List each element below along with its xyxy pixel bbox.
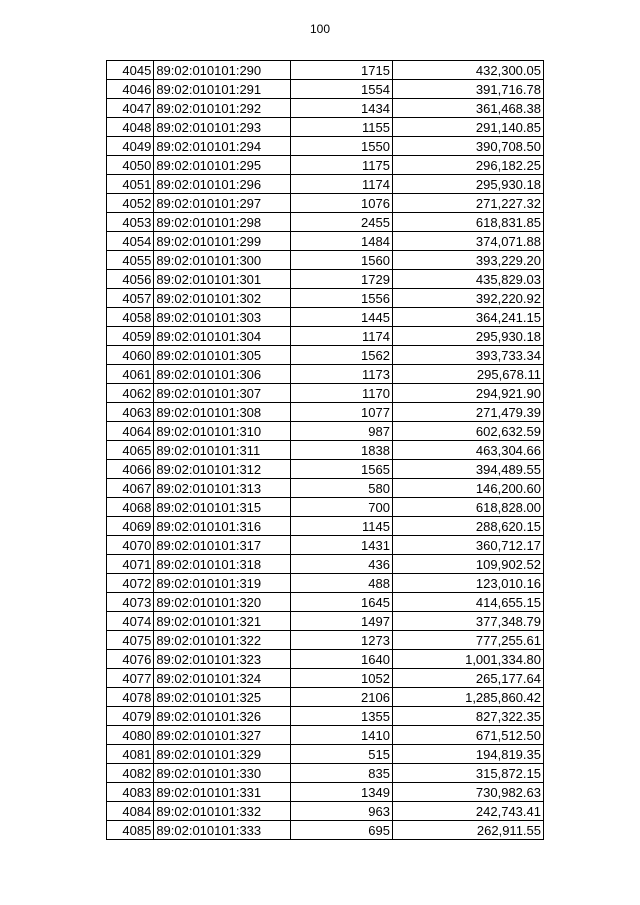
cadastral-number-cell: 89:02:010101:329 bbox=[154, 745, 291, 764]
value-cell: 271,479.39 bbox=[392, 403, 543, 422]
cadastral-number-cell: 89:02:010101:318 bbox=[154, 555, 291, 574]
area-cell: 1729 bbox=[291, 270, 393, 289]
cadastral-number-cell: 89:02:010101:322 bbox=[154, 631, 291, 650]
area-cell: 1645 bbox=[291, 593, 393, 612]
value-cell: 602,632.59 bbox=[392, 422, 543, 441]
row-number-cell: 4077 bbox=[107, 669, 154, 688]
row-number-cell: 4052 bbox=[107, 194, 154, 213]
area-cell: 1173 bbox=[291, 365, 393, 384]
value-cell: 364,241.15 bbox=[392, 308, 543, 327]
row-number-cell: 4082 bbox=[107, 764, 154, 783]
area-cell: 963 bbox=[291, 802, 393, 821]
area-cell: 1565 bbox=[291, 460, 393, 479]
value-cell: 432,300.05 bbox=[392, 61, 543, 80]
table-row bbox=[107, 99, 544, 118]
table-row bbox=[107, 61, 544, 80]
row-number-cell: 4046 bbox=[107, 80, 154, 99]
cadastral-number-cell: 89:02:010101:333 bbox=[154, 821, 291, 840]
table-row bbox=[107, 536, 544, 555]
cadastral-number-cell: 89:02:010101:305 bbox=[154, 346, 291, 365]
table-row bbox=[107, 403, 544, 422]
area-cell: 1355 bbox=[291, 707, 393, 726]
value-cell: 109,902.52 bbox=[392, 555, 543, 574]
cadastral-number-cell: 89:02:010101:330 bbox=[154, 764, 291, 783]
area-cell: 1076 bbox=[291, 194, 393, 213]
row-number-cell: 4066 bbox=[107, 460, 154, 479]
table-row bbox=[107, 650, 544, 669]
row-number-cell: 4053 bbox=[107, 213, 154, 232]
area-cell: 1640 bbox=[291, 650, 393, 669]
area-cell: 488 bbox=[291, 574, 393, 593]
row-number-cell: 4065 bbox=[107, 441, 154, 460]
row-number-cell: 4069 bbox=[107, 517, 154, 536]
row-number-cell: 4084 bbox=[107, 802, 154, 821]
value-cell: 393,229.20 bbox=[392, 251, 543, 270]
row-number-cell: 4056 bbox=[107, 270, 154, 289]
cadastral-number-cell: 89:02:010101:323 bbox=[154, 650, 291, 669]
value-cell: 242,743.41 bbox=[392, 802, 543, 821]
area-cell: 580 bbox=[291, 479, 393, 498]
row-number-cell: 4083 bbox=[107, 783, 154, 802]
value-cell: 315,872.15 bbox=[392, 764, 543, 783]
cadastral-number-cell: 89:02:010101:298 bbox=[154, 213, 291, 232]
table-row bbox=[107, 251, 544, 270]
table-row bbox=[107, 726, 544, 745]
value-cell: 295,678.11 bbox=[392, 365, 543, 384]
row-number-cell: 4049 bbox=[107, 137, 154, 156]
table-row bbox=[107, 612, 544, 631]
table-row bbox=[107, 289, 544, 308]
value-cell: 392,220.92 bbox=[392, 289, 543, 308]
row-number-cell: 4047 bbox=[107, 99, 154, 118]
row-number-cell: 4058 bbox=[107, 308, 154, 327]
row-number-cell: 4048 bbox=[107, 118, 154, 137]
table-row bbox=[107, 631, 544, 650]
row-number-cell: 4060 bbox=[107, 346, 154, 365]
area-cell: 1560 bbox=[291, 251, 393, 270]
value-cell: 361,468.38 bbox=[392, 99, 543, 118]
row-number-cell: 4073 bbox=[107, 593, 154, 612]
area-cell: 1556 bbox=[291, 289, 393, 308]
table-row bbox=[107, 498, 544, 517]
table-row bbox=[107, 688, 544, 707]
value-cell: 360,712.17 bbox=[392, 536, 543, 555]
area-cell: 1155 bbox=[291, 118, 393, 137]
table-row bbox=[107, 821, 544, 840]
table-row bbox=[107, 593, 544, 612]
value-cell: 827,322.35 bbox=[392, 707, 543, 726]
cadastral-number-cell: 89:02:010101:299 bbox=[154, 232, 291, 251]
row-number-cell: 4070 bbox=[107, 536, 154, 555]
area-cell: 1349 bbox=[291, 783, 393, 802]
value-cell: 1,285,860.42 bbox=[392, 688, 543, 707]
row-number-cell: 4063 bbox=[107, 403, 154, 422]
table-row bbox=[107, 707, 544, 726]
row-number-cell: 4072 bbox=[107, 574, 154, 593]
row-number-cell: 4074 bbox=[107, 612, 154, 631]
row-number-cell: 4075 bbox=[107, 631, 154, 650]
cadastral-number-cell: 89:02:010101:313 bbox=[154, 479, 291, 498]
table-row bbox=[107, 175, 544, 194]
table-row bbox=[107, 270, 544, 289]
table-body bbox=[107, 61, 544, 840]
cadastral-number-cell: 89:02:010101:325 bbox=[154, 688, 291, 707]
table-row bbox=[107, 555, 544, 574]
row-number-cell: 4080 bbox=[107, 726, 154, 745]
value-cell: 391,716.78 bbox=[392, 80, 543, 99]
cadastral-number-cell: 89:02:010101:310 bbox=[154, 422, 291, 441]
table-row bbox=[107, 118, 544, 137]
cadastral-number-cell: 89:02:010101:311 bbox=[154, 441, 291, 460]
table-row bbox=[107, 194, 544, 213]
area-cell: 987 bbox=[291, 422, 393, 441]
cadastral-number-cell: 89:02:010101:306 bbox=[154, 365, 291, 384]
table-row bbox=[107, 346, 544, 365]
area-cell: 1145 bbox=[291, 517, 393, 536]
row-number-cell: 4057 bbox=[107, 289, 154, 308]
value-cell: 374,071.88 bbox=[392, 232, 543, 251]
area-cell: 515 bbox=[291, 745, 393, 764]
table-row bbox=[107, 517, 544, 536]
cadastral-number-cell: 89:02:010101:331 bbox=[154, 783, 291, 802]
row-number-cell: 4054 bbox=[107, 232, 154, 251]
cadastral-number-cell: 89:02:010101:324 bbox=[154, 669, 291, 688]
area-cell: 1077 bbox=[291, 403, 393, 422]
value-cell: 671,512.50 bbox=[392, 726, 543, 745]
table-row bbox=[107, 764, 544, 783]
value-cell: 146,200.60 bbox=[392, 479, 543, 498]
value-cell: 296,182.25 bbox=[392, 156, 543, 175]
cadastral-number-cell: 89:02:010101:297 bbox=[154, 194, 291, 213]
value-cell: 294,921.90 bbox=[392, 384, 543, 403]
area-cell: 2455 bbox=[291, 213, 393, 232]
value-cell: 295,930.18 bbox=[392, 327, 543, 346]
value-cell: 194,819.35 bbox=[392, 745, 543, 764]
value-cell: 390,708.50 bbox=[392, 137, 543, 156]
value-cell: 377,348.79 bbox=[392, 612, 543, 631]
value-cell: 291,140.85 bbox=[392, 118, 543, 137]
value-cell: 262,911.55 bbox=[392, 821, 543, 840]
area-cell: 1434 bbox=[291, 99, 393, 118]
cadastral-number-cell: 89:02:010101:304 bbox=[154, 327, 291, 346]
table-row bbox=[107, 327, 544, 346]
row-number-cell: 4051 bbox=[107, 175, 154, 194]
area-cell: 1554 bbox=[291, 80, 393, 99]
row-number-cell: 4045 bbox=[107, 61, 154, 80]
area-cell: 436 bbox=[291, 555, 393, 574]
value-cell: 618,828.00 bbox=[392, 498, 543, 517]
area-cell: 1445 bbox=[291, 308, 393, 327]
value-cell: 288,620.15 bbox=[392, 517, 543, 536]
row-number-cell: 4071 bbox=[107, 555, 154, 574]
area-cell: 1562 bbox=[291, 346, 393, 365]
value-cell: 730,982.63 bbox=[392, 783, 543, 802]
cadastral-number-cell: 89:02:010101:316 bbox=[154, 517, 291, 536]
cadastral-number-cell: 89:02:010101:292 bbox=[154, 99, 291, 118]
row-number-cell: 4081 bbox=[107, 745, 154, 764]
value-cell: 123,010.16 bbox=[392, 574, 543, 593]
cadastral-number-cell: 89:02:010101:315 bbox=[154, 498, 291, 517]
cadastral-number-cell: 89:02:010101:327 bbox=[154, 726, 291, 745]
value-cell: 295,930.18 bbox=[392, 175, 543, 194]
row-number-cell: 4079 bbox=[107, 707, 154, 726]
cadastral-number-cell: 89:02:010101:321 bbox=[154, 612, 291, 631]
table-row bbox=[107, 308, 544, 327]
cadastral-number-cell: 89:02:010101:317 bbox=[154, 536, 291, 555]
area-cell: 1550 bbox=[291, 137, 393, 156]
row-number-cell: 4062 bbox=[107, 384, 154, 403]
row-number-cell: 4050 bbox=[107, 156, 154, 175]
area-cell: 1838 bbox=[291, 441, 393, 460]
area-cell: 1052 bbox=[291, 669, 393, 688]
table-row bbox=[107, 137, 544, 156]
cadastral-number-cell: 89:02:010101:326 bbox=[154, 707, 291, 726]
table-row bbox=[107, 156, 544, 175]
cadastral-number-cell: 89:02:010101:312 bbox=[154, 460, 291, 479]
cadastral-number-cell: 89:02:010101:332 bbox=[154, 802, 291, 821]
cadastral-number-cell: 89:02:010101:300 bbox=[154, 251, 291, 270]
row-number-cell: 4067 bbox=[107, 479, 154, 498]
cadastral-number-cell: 89:02:010101:307 bbox=[154, 384, 291, 403]
row-number-cell: 4061 bbox=[107, 365, 154, 384]
data-table bbox=[106, 60, 544, 840]
table-row bbox=[107, 669, 544, 688]
area-cell: 1174 bbox=[291, 175, 393, 194]
page-number: 100 bbox=[309, 22, 331, 36]
table-row bbox=[107, 574, 544, 593]
cadastral-number-cell: 89:02:010101:291 bbox=[154, 80, 291, 99]
cadastral-number-cell: 89:02:010101:319 bbox=[154, 574, 291, 593]
cadastral-number-cell: 89:02:010101:296 bbox=[154, 175, 291, 194]
cadastral-number-cell: 89:02:010101:320 bbox=[154, 593, 291, 612]
value-cell: 618,831.85 bbox=[392, 213, 543, 232]
area-cell: 1410 bbox=[291, 726, 393, 745]
value-cell: 435,829.03 bbox=[392, 270, 543, 289]
area-cell: 1174 bbox=[291, 327, 393, 346]
cadastral-number-cell: 89:02:010101:308 bbox=[154, 403, 291, 422]
table-row bbox=[107, 479, 544, 498]
area-cell: 1273 bbox=[291, 631, 393, 650]
value-cell: 394,489.55 bbox=[392, 460, 543, 479]
row-number-cell: 4055 bbox=[107, 251, 154, 270]
area-cell: 1431 bbox=[291, 536, 393, 555]
cadastral-number-cell: 89:02:010101:294 bbox=[154, 137, 291, 156]
value-cell: 777,255.61 bbox=[392, 631, 543, 650]
area-cell: 695 bbox=[291, 821, 393, 840]
value-cell: 265,177.64 bbox=[392, 669, 543, 688]
cadastral-number-cell: 89:02:010101:290 bbox=[154, 61, 291, 80]
row-number-cell: 4068 bbox=[107, 498, 154, 517]
area-cell: 835 bbox=[291, 764, 393, 783]
table-row bbox=[107, 213, 544, 232]
row-number-cell: 4085 bbox=[107, 821, 154, 840]
area-cell: 1715 bbox=[291, 61, 393, 80]
table-row bbox=[107, 783, 544, 802]
table-row bbox=[107, 441, 544, 460]
table-row bbox=[107, 422, 544, 441]
area-cell: 1175 bbox=[291, 156, 393, 175]
row-number-cell: 4078 bbox=[107, 688, 154, 707]
table-row bbox=[107, 745, 544, 764]
table-row bbox=[107, 365, 544, 384]
row-number-cell: 4064 bbox=[107, 422, 154, 441]
cadastral-number-cell: 89:02:010101:293 bbox=[154, 118, 291, 137]
row-number-cell: 4059 bbox=[107, 327, 154, 346]
table-row bbox=[107, 460, 544, 479]
area-cell: 1484 bbox=[291, 232, 393, 251]
value-cell: 414,655.15 bbox=[392, 593, 543, 612]
row-number-cell: 4076 bbox=[107, 650, 154, 669]
cadastral-number-cell: 89:02:010101:295 bbox=[154, 156, 291, 175]
value-cell: 393,733.34 bbox=[392, 346, 543, 365]
value-cell: 1,001,334.80 bbox=[392, 650, 543, 669]
area-cell: 1170 bbox=[291, 384, 393, 403]
area-cell: 1497 bbox=[291, 612, 393, 631]
cadastral-number-cell: 89:02:010101:302 bbox=[154, 289, 291, 308]
value-cell: 271,227.32 bbox=[392, 194, 543, 213]
table-row bbox=[107, 232, 544, 251]
value-cell: 463,304.66 bbox=[392, 441, 543, 460]
table-row bbox=[107, 80, 544, 99]
table-row bbox=[107, 384, 544, 403]
table-row bbox=[107, 802, 544, 821]
area-cell: 700 bbox=[291, 498, 393, 517]
cadastral-number-cell: 89:02:010101:303 bbox=[154, 308, 291, 327]
cadastral-number-cell: 89:02:010101:301 bbox=[154, 270, 291, 289]
area-cell: 2106 bbox=[291, 688, 393, 707]
